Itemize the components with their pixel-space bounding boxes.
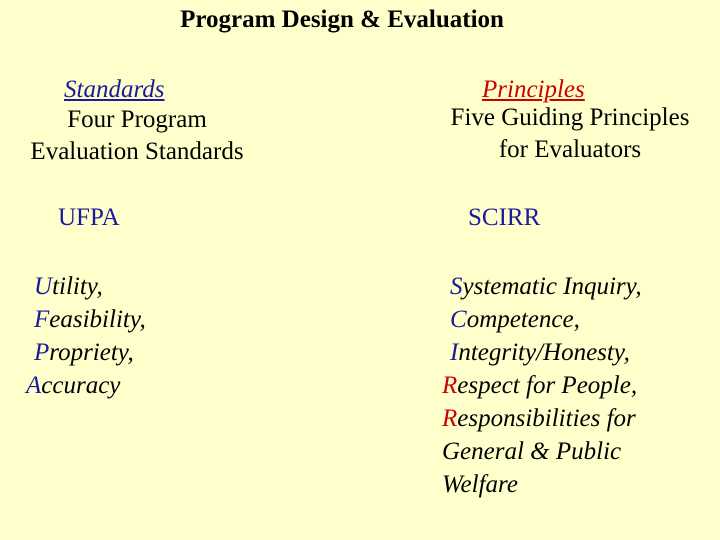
- standards-subheading: [6, 104, 268, 168]
- item-text: General & Public: [442, 438, 622, 465]
- standards-subheading-line1: Four Program: [67, 106, 207, 133]
- standards-heading[interactable]: Standards: [64, 76, 165, 103]
- item-initial: A: [26, 372, 42, 399]
- item-text: ntegrity/Honesty,: [458, 339, 630, 366]
- page-title: Program Design & Evaluation: [180, 6, 504, 33]
- item-text: ccuracy: [41, 372, 121, 399]
- principles-item-general-public: [0, 435, 642, 468]
- item-text: ystematic Inquiry,: [462, 273, 642, 300]
- item-initial: I: [450, 339, 459, 366]
- item-text: ompetence,: [466, 306, 580, 333]
- principles-subheading-line1: Five Guiding Principles: [450, 104, 690, 131]
- item-text: easibility,: [49, 306, 146, 333]
- principles-heading[interactable]: Principles: [482, 76, 585, 103]
- principles-item-competence: [0, 303, 642, 336]
- item-text: Welfare: [442, 471, 518, 498]
- item-initial: S: [450, 273, 463, 300]
- standards-acronym: UFPA: [58, 204, 120, 231]
- item-initial: F: [34, 306, 50, 333]
- principles-item-integrity: [0, 336, 642, 369]
- principles-subheading: [424, 102, 716, 166]
- principles-item-respect: [0, 369, 642, 402]
- item-text: esponsibilities for: [457, 405, 636, 432]
- item-initial: R: [442, 405, 458, 432]
- principles-subheading-line2: for Evaluators: [498, 136, 642, 163]
- principles-acronym: SCIRR: [468, 204, 541, 231]
- standards-subheading-line2: Evaluation Standards: [30, 138, 244, 165]
- item-initial: P: [34, 339, 50, 366]
- item-text: espect for People,: [457, 372, 638, 399]
- principles-item-systematic-inquiry: [0, 270, 642, 303]
- item-text: tility,: [52, 273, 103, 300]
- item-initial: U: [34, 273, 53, 300]
- principles-list: [0, 270, 642, 501]
- principles-item-welfare: [0, 468, 642, 501]
- item-initial: R: [442, 372, 458, 399]
- item-text: ropriety,: [49, 339, 134, 366]
- principles-item-responsibilities: [0, 402, 642, 435]
- item-initial: C: [450, 306, 467, 333]
